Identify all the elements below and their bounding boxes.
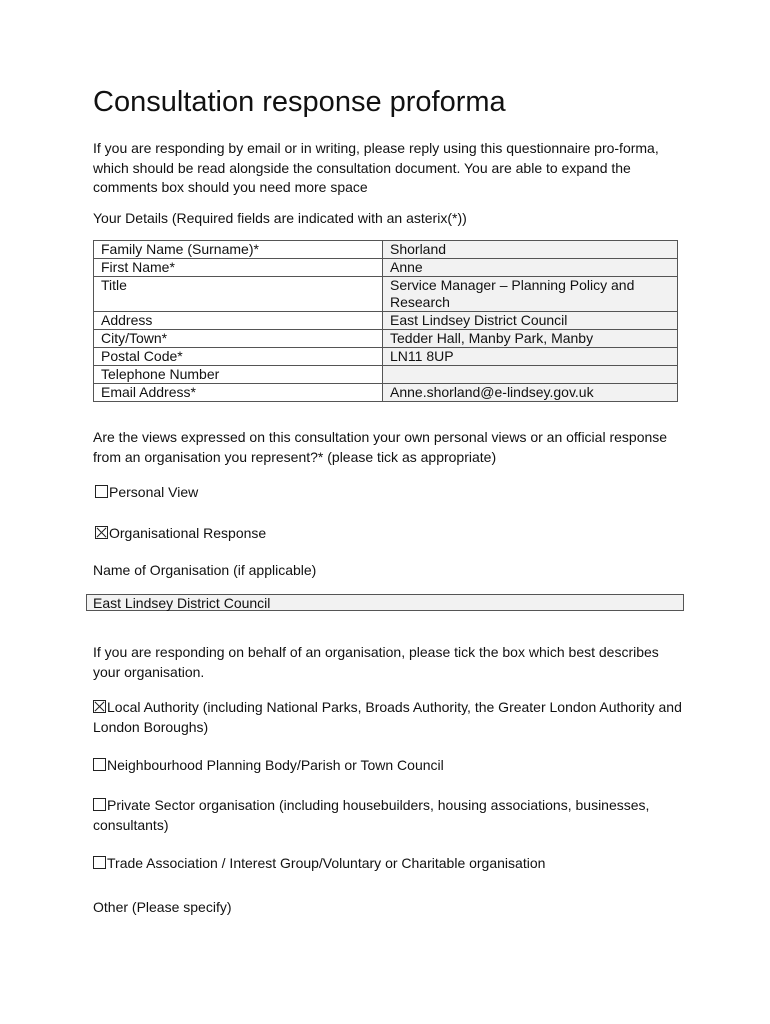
org-type-local-authority[interactable] — [93, 698, 683, 737]
field-label: First Name* — [94, 259, 383, 277]
option-personal-view[interactable] — [95, 484, 198, 500]
field-label: Postal Code* — [94, 348, 383, 366]
option-label: Private Sector organisation (including housebuilders, housing associations, businesses, consultants) — [93, 797, 650, 833]
field-label: Email Address* — [94, 384, 383, 402]
option-label: Neighbourhood Planning Body/Parish or Town Council — [107, 757, 444, 773]
org-type-neighbourhood[interactable] — [93, 756, 683, 776]
table-row — [94, 241, 678, 259]
field-label: Family Name (Surname)* — [94, 241, 383, 259]
option-organisational-response[interactable] — [95, 525, 266, 541]
field-label: City/Town* — [94, 330, 383, 348]
option-label: Personal View — [109, 484, 199, 500]
views-question: Are the views expressed on this consultation your own personal views or an official response from an organisation you represent?* (please tick as appropriate) — [93, 429, 668, 465]
field-value[interactable]: East Lindsey District Council — [383, 312, 678, 330]
option-label: Organisational Response — [109, 525, 267, 541]
field-value[interactable]: Tedder Hall, Manby Park, Manby — [383, 330, 678, 348]
org-type-question: If you are responding on behalf of an organisation, please tick the box which best describes your organisation. — [93, 644, 659, 680]
checked-checkbox-icon[interactable] — [93, 700, 106, 713]
table-row — [94, 277, 678, 312]
table-row — [94, 366, 678, 384]
org-name-label: Name of Organisation (if applicable) — [93, 562, 317, 578]
org-name-field[interactable]: East Lindsey District Council — [86, 594, 684, 611]
table-row — [94, 259, 678, 277]
checkbox-icon[interactable] — [93, 798, 106, 811]
field-value[interactable]: Anne.shorland@e-lindsey.gov.uk — [383, 384, 678, 402]
other-label: Other (Please specify) — [93, 899, 232, 915]
checkbox-icon[interactable] — [93, 758, 106, 771]
checked-checkbox-icon[interactable] — [95, 526, 108, 539]
page-title: Consultation response proforma — [93, 86, 506, 118]
field-value[interactable]: Service Manager – Planning Policy and Research — [383, 277, 678, 312]
option-label: Local Authority (including National Parks, Broads Authority, the Greater London Authority and London Boroughs) — [93, 699, 682, 735]
details-heading: Your Details (Required fields are indicated with an asterix(*)) — [93, 210, 467, 226]
table-row — [94, 312, 678, 330]
field-value[interactable] — [383, 366, 678, 384]
org-type-private-sector[interactable] — [93, 796, 683, 835]
field-value[interactable]: LN11 8UP — [383, 348, 678, 366]
table-row — [94, 384, 678, 402]
field-label: Telephone Number — [94, 366, 383, 384]
field-label: Address — [94, 312, 383, 330]
details-table — [93, 240, 678, 402]
option-label: Trade Association / Interest Group/Voluntary or Charitable organisation — [107, 855, 546, 871]
field-value[interactable]: Shorland — [383, 241, 678, 259]
org-type-trade-association[interactable] — [93, 854, 683, 874]
table-row — [94, 348, 678, 366]
checkbox-icon[interactable] — [93, 856, 106, 869]
field-value[interactable]: Anne — [383, 259, 678, 277]
checkbox-icon[interactable] — [95, 485, 108, 498]
field-label: Title — [94, 277, 383, 312]
intro-text: If you are responding by email or in writing, please reply using this questionnaire pro-forma, which should be read alongside the consultation document. You are able to expand the comments box should you need more space — [93, 140, 659, 195]
table-row — [94, 330, 678, 348]
